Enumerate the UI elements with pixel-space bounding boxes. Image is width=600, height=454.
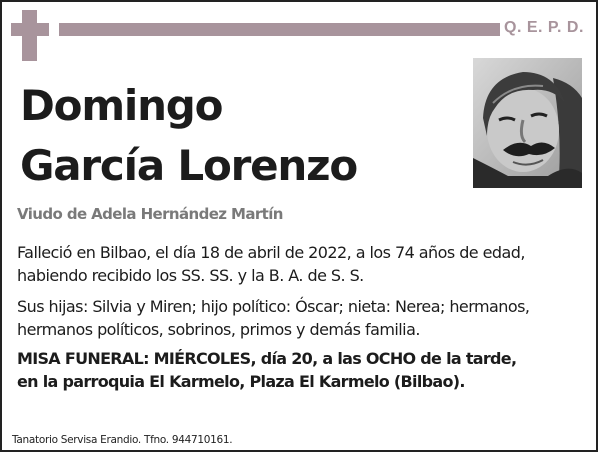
funeral-mass-paragraph xyxy=(17,347,516,393)
widower-of-line: Viudo de Adela Hernández Martín xyxy=(17,205,283,223)
funeral-home-footer: Tanatorio Servisa Erandio. Tfno. 944710161. xyxy=(12,434,233,446)
death-notice-line: habiendo recibido los SS. SS. y la B. A. de S. S. xyxy=(17,266,364,285)
header-divider-bar xyxy=(59,23,500,36)
deceased-first-name: Domingo xyxy=(20,81,223,130)
funeral-mass-line: en la parroquia El Karmelo, Plaza El Karmelo (Bilbao). xyxy=(17,372,465,391)
qepd-label: Q. E. P. D. xyxy=(504,19,584,36)
portrait-photo xyxy=(473,58,582,188)
family-line: hermanos políticos, sobrinos, primos y demás familia. xyxy=(17,320,420,339)
family-paragraph xyxy=(17,295,529,341)
deceased-surnames: García Lorenzo xyxy=(20,141,358,190)
death-notice-line: Falleció en Bilbao, el día 18 de abril de 2022, a los 74 años de edad, xyxy=(17,243,525,262)
cross-icon-crossbar xyxy=(11,23,49,36)
funeral-mass-line: MISA FUNERAL: MIÉRCOLES, día 20, a las OCHO de la tarde, xyxy=(17,349,517,368)
death-notice-paragraph xyxy=(17,241,525,287)
portrait-photo-icon xyxy=(473,58,582,188)
family-line: Sus hijas: Silvia y Miren; hijo político: Óscar; nieta: Nerea; hermanos, xyxy=(17,297,530,316)
